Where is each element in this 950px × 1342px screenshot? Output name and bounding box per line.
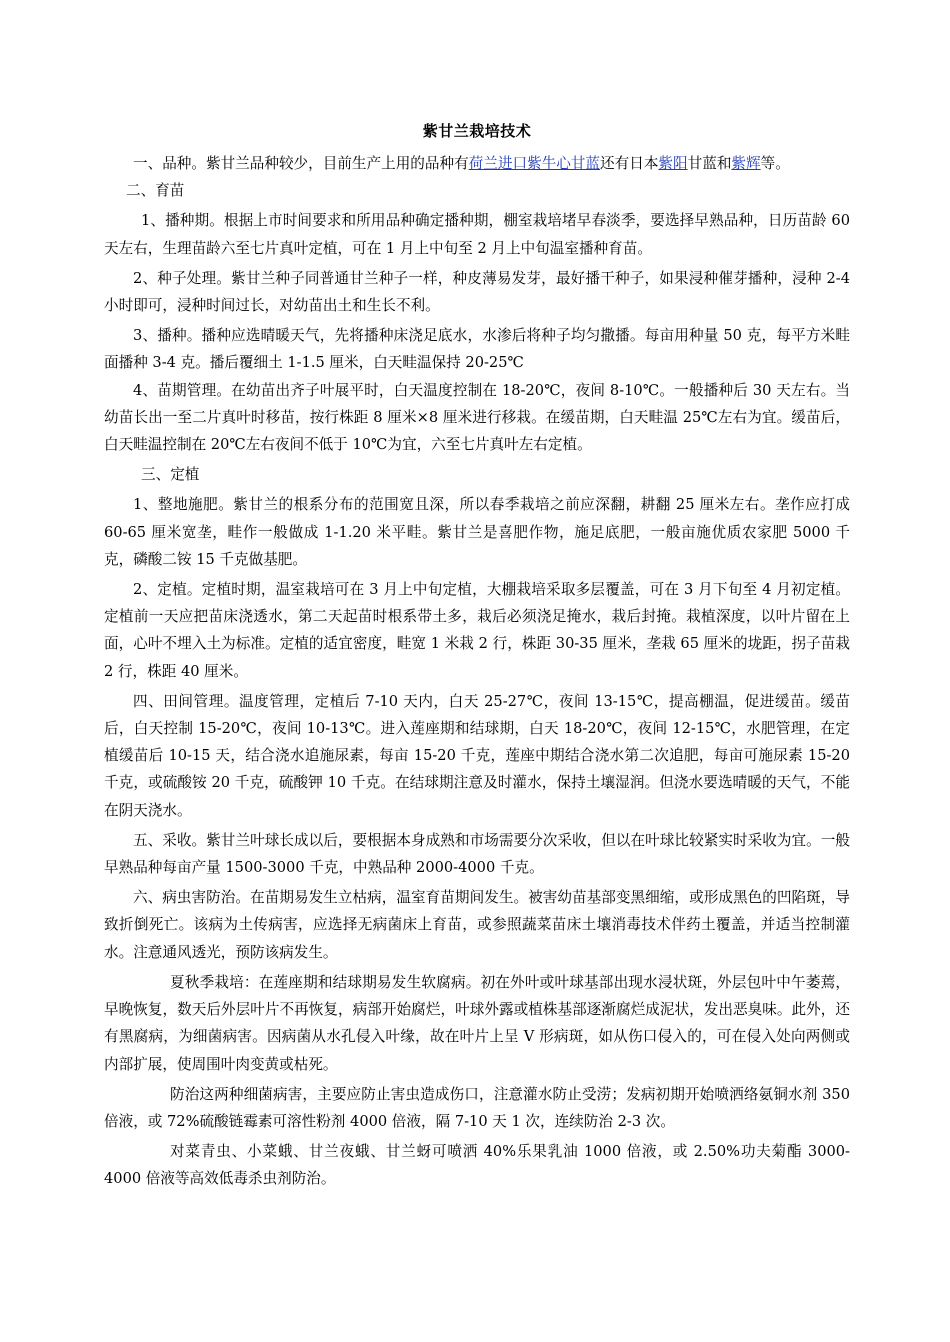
varieties-text-pre: 一、品种。紫甘兰品种较少，目前生产上用的品种有 [133,155,469,172]
para-summer-autumn: 夏秋季栽培：在莲座期和结球期易发生软腐病。初在外叶或叶球基部出现水浸状斑，外层包叶中午萎蔫，早晚恢复，数天后外层叶片不再恢复，病部开始腐烂，叶球外露或植株基部逐渐腐烂成泥状，发出恶臭味。此外，还有黑腐病，为细菌病害。因病菌从水孔侵入叶缘，故在叶片上呈 V 形病斑，如从伤口侵入的，可在侵入处向两侧或内部扩展，使周围叶肉变黄或枯死。 [104,973,850,1073]
varieties-text-mid1: 还有日本 [600,155,659,172]
para-sowing: 3、播种。播种应选晴暖天气，先将播种床浇足底水，水渗后将种子均匀撒播。每亩用种量 50 克，每平方米畦面播种 3-4 克。播后覆细土 1-1.5 厘米，白天畦温保持 20-25℃ [104,327,850,372]
para-transplanting: 2、定植。定植时期，温室栽培可在 3 月上中旬定植，大棚栽培采取多层覆盖，可在 3 月下旬至 4 月初定植。定植前一天应把苗床浇透水，第二天起苗时根系带土多，栽后必须浇足掩水，栽后封掩。栽植深度，以叶片留在上面，心叶不埋入土为标准。定植的适宜密度，畦宽 1 米栽 2 行，株距 30-35 厘米，垄栽 65 厘米的垅距，拐子苗栽 2 行，株距 40 厘米。 [104,581,850,680]
heading-planting: 三、定植 [141,466,200,484]
variety-link-dutch-purple[interactable]: 荷兰进口紫牛心甘蓝 [468,155,601,172]
para-field-management: 四、田间管理。温度管理，定植后 7-10 天内，白天 25-27℃，夜间 13-15℃，提高棚温，促进缓苗。缓苗后，白天控制 15-20℃，夜间 10-13℃。进入莲座期和结球期，白天 18-20℃，夜间 12-15℃，水肥管理，在定植缓苗后 10-15 天，结合浇水追施尿素，每亩 15-20 千克，莲座中期结合浇水第二次追肥，每亩可施尿素 15-20 千克，或硫酸铵 20 千克，硫酸钾 10 千克。在结球期注意及时灌水，保持土壤湿润。但浇水要选晴暖的天气，不能在阴天浇水。 [104,692,850,819]
varieties-text-post: 等。 [760,155,790,172]
section-varieties [104,150,850,177]
para-sowing-period: 1、播种期。根据上市时间要求和所用品种确定播种期，棚室栽培堵早春淡季，要选择早熟品种，日历苗龄 60 天左右，生理苗龄六至七片真叶定植，可在 1 月上中旬至 2 月上中旬温室播种育苗。 [104,212,850,257]
para-seed-treatment: 2、种子处理。紫甘兰种子同普通甘兰种子一样，种皮薄易发芽，最好播干种子，如果浸种催芽播种，浸种 2-4 小时即可，浸种时间过长，对幼苗出土和生长不利。 [104,269,850,315]
para-bacterial-control: 防治这两种细菌病害，主要应防止害虫造成伤口，注意灌水防止受涝；发病初期开始喷洒络氨铜水剂 350 倍液，或 72%硫酸链霉素可溶性粉剂 4000 倍液，隔 7-10 天 1 次，连续防治 2-3 次。 [104,1085,850,1130]
variety-link-zihui[interactable]: 紫辉 [731,155,761,172]
document-title: 紫甘兰栽培技术 [422,122,532,140]
para-pest-control: 六、病虫害防治。在苗期易发生立枯病，温室育苗期间发生。被害幼苗基部变黑细缩，或形成黑色的凹陷斑，导致折倒死亡。该病为土传病害，应选择无病菌床上育苗，或参照蔬菜苗床土壤消毒技术伴药土覆盖，并适当控制灌水。注意通风透光，预防该病发生。 [104,889,850,961]
varieties-text-mid2: 甘蓝和 [687,155,732,172]
para-harvest: 五、采收。紫甘兰叶球长成以后，要根据本身成熟和市场需要分次采收，但以在叶球比较紧实时采收为宜。一般早熟品种每亩产量 1500-3000 千克，中熟品种 2000-4000 千克。 [104,831,850,877]
para-land-preparation: 1、整地施肥。紫甘兰的根系分布的范围宽且深，所以春季栽培之前应深翻，耕翻 25 厘米左右。垄作应打成 60-65 厘米宽垄，畦作一般做成 1-1.20 米平畦。紫甘兰是喜肥作物，施足底肥，一般亩施优质农家肥 5000 千克，磷酸二铵 15 千克做基肥。 [104,496,850,568]
para-seedling-management: 4、苗期管理。在幼苗出齐子叶展平时，白天温度控制在 18-20℃，夜间 8-10℃。一般播种后 30 天左右。当幼苗长出一至二片真叶时移苗，按行株距 8 厘米×8 厘米进行移栽。在缓苗期，白天畦温 25℃左右为宜。缓苗后，白天畦温控制在 20℃左右夜间不低于 10℃为宜，六至七片真叶左右定植。 [104,381,850,454]
variety-link-ziyang[interactable]: 紫阳 [658,155,688,172]
para-insect-control: 对菜青虫、小菜蛾、甘兰夜蛾、甘兰蚜可喷洒 40%乐果乳油 1000 倍液，或 2.50%功夫菊酯 3000-4000 倍液等高效低毒杀虫剂防治。 [104,1143,850,1188]
heading-seedling: 二、育苗 [126,182,185,200]
